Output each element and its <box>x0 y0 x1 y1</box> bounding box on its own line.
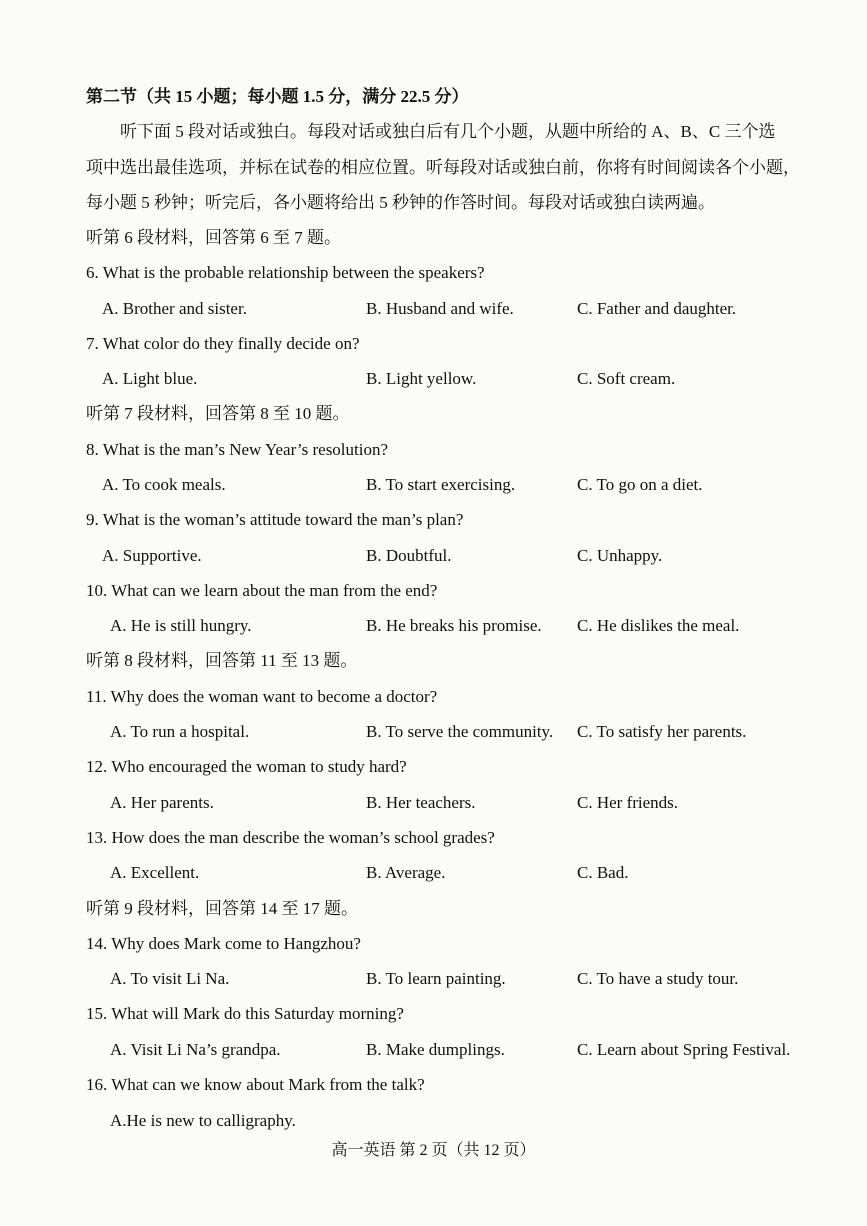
page-footer: 高一英语 第 2 页（共 12 页） <box>331 1142 536 1159</box>
option-a[interactable]: A. Supportive. <box>102 546 202 565</box>
question-text: 15. What will Mark do this Saturday morning? <box>86 1004 404 1023</box>
question-text: 14. Why does Mark come to Hangzhou? <box>86 934 361 953</box>
question-text: 8. What is the man’s New Year’s resolution? <box>86 440 389 459</box>
option-b[interactable]: B. To serve the community. <box>366 722 554 741</box>
option-a[interactable]: A. He is still hungry. <box>110 616 252 635</box>
option-c[interactable]: C. Unhappy. <box>577 546 663 565</box>
option-c[interactable]: C. To go on a diet. <box>577 475 703 494</box>
question-text: 7. What color do they finally decide on? <box>86 334 360 353</box>
option-a[interactable]: A. Her parents. <box>110 793 214 812</box>
group-heading: 听第 6 段材料，回答第 6 至 7 题。 <box>86 228 341 247</box>
option-c[interactable]: C. To have a study tour. <box>577 969 739 988</box>
option-a[interactable]: A.He is new to calligraphy. <box>110 1111 296 1130</box>
question-text: 11. Why does the woman want to become a doctor? <box>86 687 438 706</box>
question-text: 10. What can we learn about the man from the end? <box>86 581 438 600</box>
option-b[interactable]: B. Light yellow. <box>366 369 477 388</box>
instructions-line-2: 项中选出最佳选项，并标在试卷的相应位置。听每段对话或独白前，你将有时间阅读各个小题， <box>86 158 800 177</box>
option-c[interactable]: C. To satisfy her parents. <box>577 722 747 741</box>
option-a[interactable]: A. To run a hospital. <box>110 722 250 741</box>
option-c[interactable]: C. Father and daughter. <box>577 299 737 318</box>
option-c[interactable]: C. He dislikes the meal. <box>577 616 740 635</box>
option-a[interactable]: A. To visit Li Na. <box>110 969 230 988</box>
group-heading: 听第 8 段材料，回答第 11 至 13 题。 <box>86 651 358 670</box>
option-b[interactable]: B. To learn painting. <box>366 969 506 988</box>
option-a[interactable]: A. Light blue. <box>102 369 198 388</box>
option-c[interactable]: C. Soft cream. <box>577 369 676 388</box>
question-text: 6. What is the probable relationship between the speakers? <box>86 263 485 282</box>
instructions-line-3: 每小题 5 秒钟；听完后，各小题将给出 5 秒钟的作答时间。每段对话或独白读两遍。 <box>86 193 715 212</box>
option-c[interactable]: C. Bad. <box>577 863 629 882</box>
option-a[interactable]: A. Brother and sister. <box>102 299 247 318</box>
option-b[interactable]: B. Doubtful. <box>366 546 452 565</box>
option-b[interactable]: B. Husband and wife. <box>366 299 514 318</box>
option-a[interactable]: A. To cook meals. <box>102 475 226 494</box>
option-c[interactable]: C. Her friends. <box>577 793 679 812</box>
question-text: 12. Who encouraged the woman to study hard? <box>86 757 407 776</box>
option-a[interactable]: A. Visit Li Na’s grandpa. <box>110 1040 281 1059</box>
section-title: 第二节（共 15 小题；每小题 1.5 分，满分 22.5 分） <box>86 87 469 106</box>
option-c[interactable]: C. Learn about Spring Festival. <box>577 1040 791 1059</box>
option-b[interactable]: B. Her teachers. <box>366 793 476 812</box>
question-text: 9. What is the woman’s attitude toward the man’s plan? <box>86 510 464 529</box>
group-heading: 听第 7 段材料，回答第 8 至 10 题。 <box>86 404 350 423</box>
instructions-line-1: 听下面 5 段对话或独白。每段对话或独白后有几个小题，从题中所给的 A、B、C 三个选 <box>120 122 776 141</box>
question-text: 16. What can we know about Mark from the talk? <box>86 1075 425 1094</box>
option-b[interactable]: B. Make dumplings. <box>366 1040 505 1059</box>
option-b[interactable]: B. Average. <box>366 863 446 882</box>
question-text: 13. How does the man describe the woman’s school grades? <box>86 828 495 847</box>
option-b[interactable]: B. To start exercising. <box>366 475 516 494</box>
option-a[interactable]: A. Excellent. <box>110 863 200 882</box>
group-heading: 听第 9 段材料，回答第 14 至 17 题。 <box>86 899 358 918</box>
option-b[interactable]: B. He breaks his promise. <box>366 616 542 635</box>
